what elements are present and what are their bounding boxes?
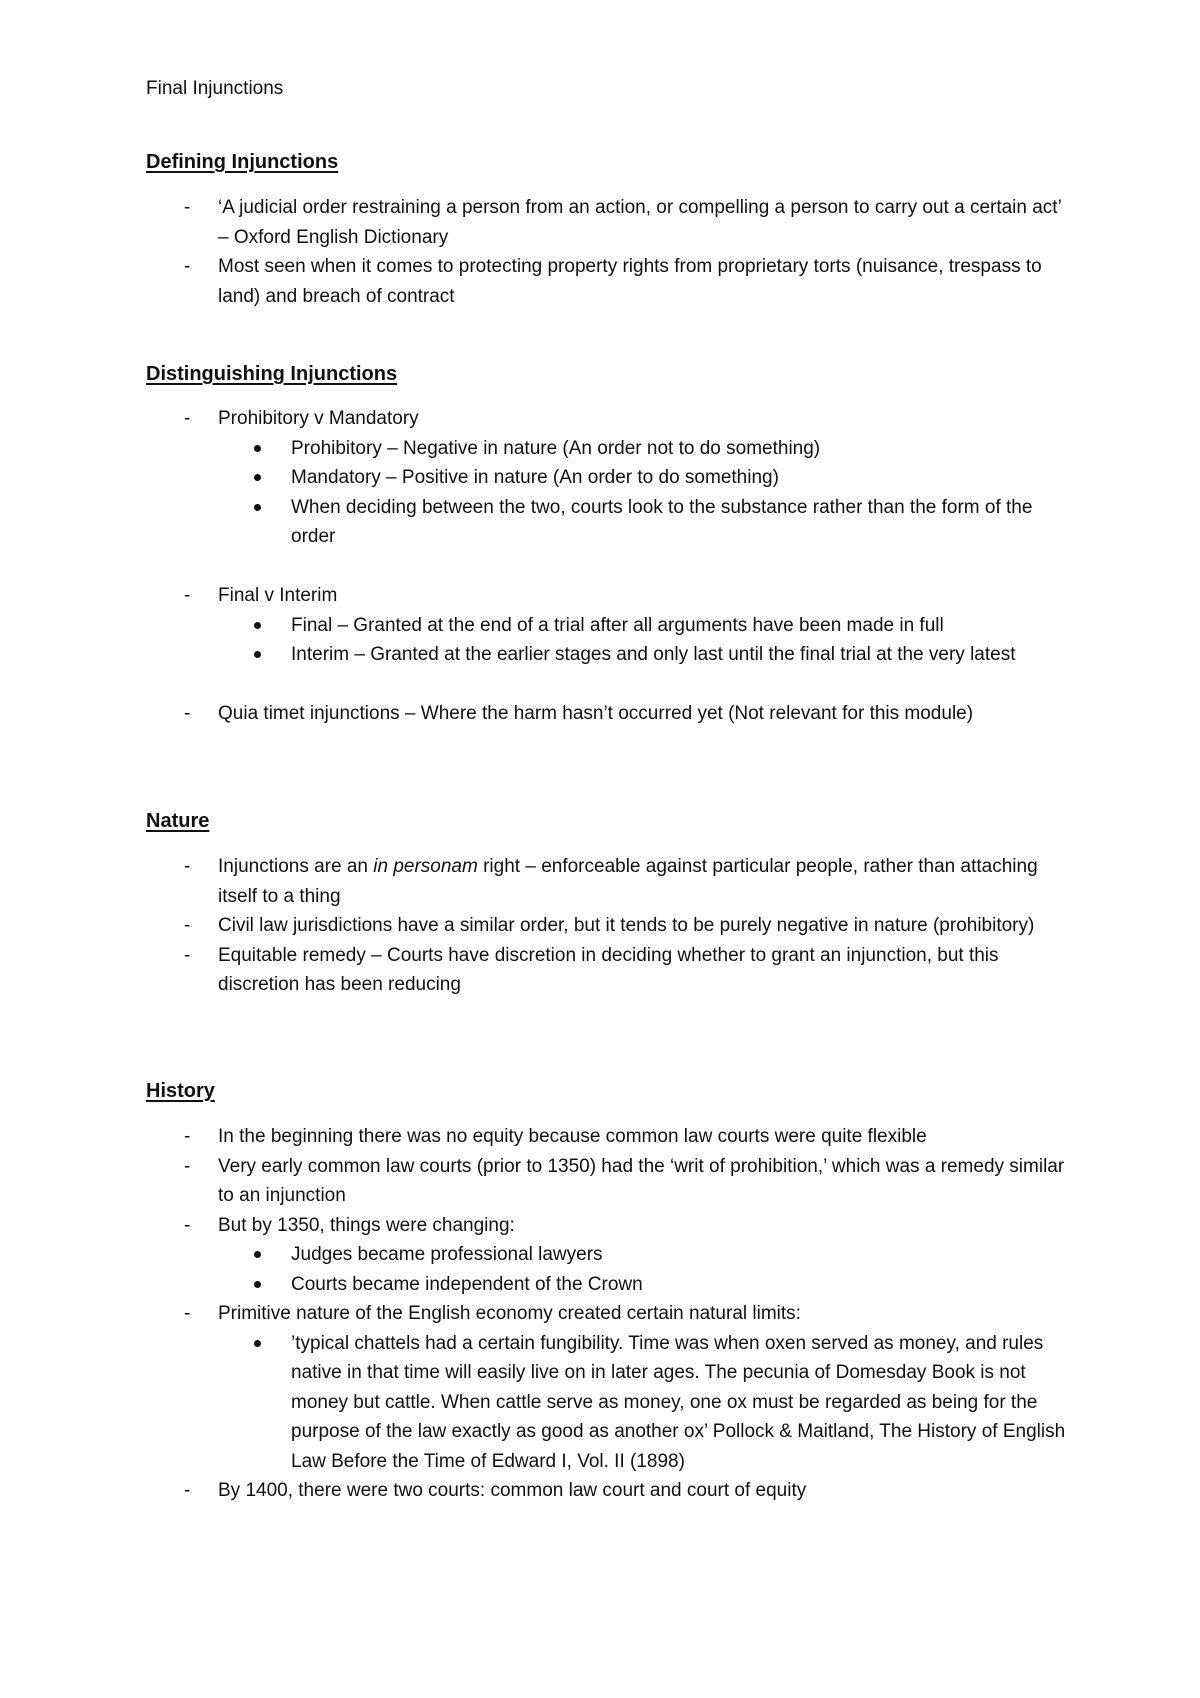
bullet-item xyxy=(146,611,1066,641)
list-item xyxy=(146,1122,1066,1152)
dash-marker: - xyxy=(184,915,191,936)
list-item xyxy=(146,699,1066,729)
list-item xyxy=(146,911,1066,941)
bullet-dot-icon xyxy=(254,474,261,481)
bullet-text: Judges became professional lawyers xyxy=(291,1244,603,1265)
distinguishing-list xyxy=(146,404,1066,729)
bullet-item xyxy=(146,1329,1066,1477)
bullet-text: Courts became independent of the Crown xyxy=(291,1273,643,1295)
bullet-text: Mandatory – Positive in nature (An order to do something) xyxy=(291,467,779,488)
list-item-text: Final v Interim xyxy=(218,585,338,606)
list-item-text: Most seen when it comes to protecting property rights from proprietary torts (nuisance, trespass to land) and breach of contract xyxy=(218,256,1042,307)
bullet-item xyxy=(146,1270,1066,1300)
dash-marker: - xyxy=(184,256,191,277)
bullet-text: When deciding between the two, courts look to the substance rather than the form of the order xyxy=(291,496,1033,547)
list-item xyxy=(146,193,1066,252)
dash-marker: - xyxy=(184,1480,191,1501)
bullet-dot-icon xyxy=(254,1340,261,1347)
list-item xyxy=(146,941,1066,1000)
list-item-text: Quia timet injunctions – Where the harm hasn’t occurred yet (Not relevant for this module) xyxy=(218,703,974,724)
list-item-text: In the beginning there was no equity because common law courts were quite flexible xyxy=(218,1126,927,1147)
heading-distinguishing-injunctions: Distinguishing Injunctions xyxy=(146,363,398,385)
bullet-list xyxy=(218,611,1066,670)
bullet-item xyxy=(146,1240,1066,1270)
bullet-dot-icon xyxy=(254,622,261,629)
list-item xyxy=(146,1211,1066,1300)
list-item xyxy=(146,252,1066,311)
list-item-text: ‘A judicial order restraining a person from an action, or compelling a person to carry out a certain act’ – Oxford English Dictionary xyxy=(218,197,1062,248)
bullet-dot-icon xyxy=(254,651,261,658)
list-item-text: By 1400, there were two courts: common law court and court of equity xyxy=(218,1480,807,1501)
spacer xyxy=(146,670,1066,700)
heading-nature: Nature xyxy=(146,810,210,832)
history-list xyxy=(146,1122,1066,1506)
dash-marker: - xyxy=(184,944,191,966)
bullet-list xyxy=(218,434,1066,552)
dash-marker: - xyxy=(184,1126,191,1147)
bullet-item xyxy=(146,493,1066,552)
list-item xyxy=(146,1476,1066,1506)
list-item-text: Equitable remedy – Courts have discretion in deciding whether to grant an injunction, but this discretion has been reducing xyxy=(218,944,999,995)
dash-marker: - xyxy=(184,1303,191,1324)
list-item-text-pre: Injunctions are an xyxy=(218,856,374,877)
dash-marker: - xyxy=(184,1155,191,1177)
list-item-text-post: right – enforceable against particular people, rather than attaching itself to a thing xyxy=(218,856,1038,907)
dash-marker: - xyxy=(184,703,191,724)
bullet-list xyxy=(218,1329,1066,1477)
list-item xyxy=(146,404,1066,552)
list-item-text: Primitive nature of the English economy created certain natural limits: xyxy=(218,1303,801,1324)
list-item-text: Very early common law courts (prior to 1350) had the ‘writ of prohibition,’ which was a remedy similar to an injunction xyxy=(218,1155,1065,1206)
dash-marker: - xyxy=(184,197,191,218)
document-title: Final Injunctions xyxy=(146,78,284,99)
dash-marker: - xyxy=(184,408,191,429)
bullet-text: Final – Granted at the end of a trial after all arguments have been made in full xyxy=(291,614,944,636)
defining-list xyxy=(146,193,1066,311)
nature-list xyxy=(146,852,1066,1000)
list-item xyxy=(146,852,1066,911)
spacer xyxy=(146,552,1066,582)
dash-marker: - xyxy=(184,1214,191,1236)
bullet-item xyxy=(146,434,1066,464)
bullet-text: Prohibitory – Negative in nature (An order not to do something) xyxy=(291,437,821,459)
list-item-text: Civil law jurisdictions have a similar order, but it tends to be purely negative in nature (prohibitory) xyxy=(218,915,1035,936)
list-item-text: Prohibitory v Mandatory xyxy=(218,408,419,429)
bullet-text: ’typical chattels had a certain fungibility. Time was when oxen served as money, and rules native in that time will easily live on in later ages. The pecunia of Domesday Book is not money but cattle. When cattle serve as money, one ox must be regarded as being for the purpose of the law exactly as good as another ox’ Pollock & Maitland, The History of English Law Before the Time of Edward I, Vol. II (1898) xyxy=(291,1332,1066,1472)
list-item-text-italic: in personam xyxy=(373,856,478,877)
bullet-item xyxy=(146,463,1066,493)
bullet-text: Interim – Granted at the earlier stages and only last until the final trial at the very latest xyxy=(291,644,1016,665)
dash-marker: - xyxy=(184,585,191,606)
list-item xyxy=(146,1152,1066,1211)
list-item xyxy=(146,581,1066,670)
heading-history: History xyxy=(146,1080,215,1102)
dash-marker: - xyxy=(184,856,191,877)
bullet-dot-icon xyxy=(254,1251,261,1258)
list-item xyxy=(146,1299,1066,1476)
list-item-text: But by 1350, things were changing: xyxy=(218,1214,515,1236)
bullet-dot-icon xyxy=(254,504,261,511)
heading-defining-injunctions: Defining Injunctions xyxy=(146,151,339,173)
bullet-dot-icon xyxy=(254,445,261,452)
bullet-dot-icon xyxy=(254,1281,261,1288)
bullet-item xyxy=(146,640,1066,670)
bullet-list xyxy=(218,1240,1066,1299)
